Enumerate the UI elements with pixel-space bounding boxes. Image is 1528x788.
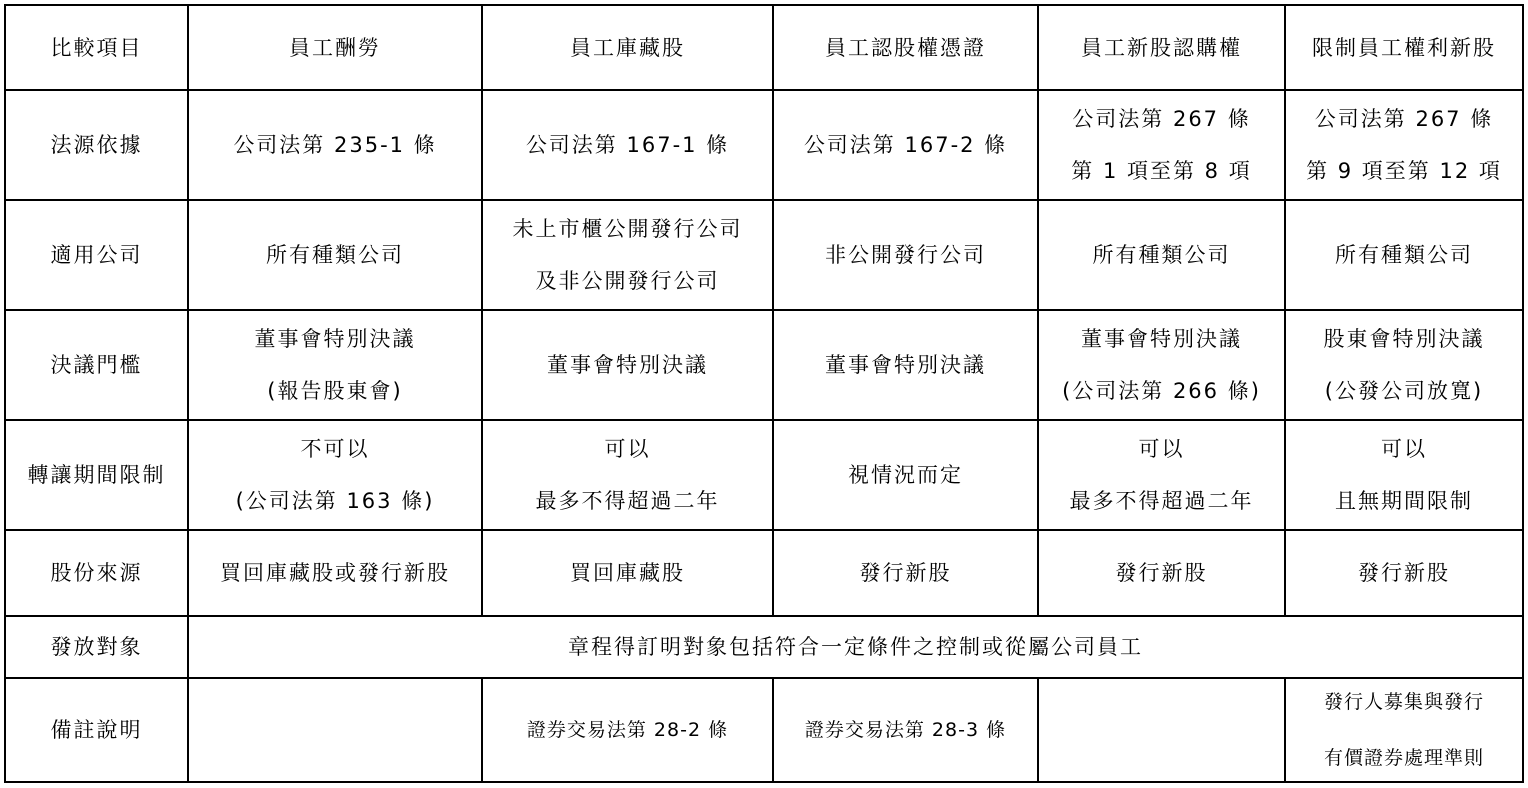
header-cell-compare-item: 比較項目 [5, 5, 188, 90]
table-cell: 證券交易法第 28-2 條 [482, 678, 773, 782]
merged-cell-recipients: 章程得訂明對象包括符合一定條件之控制或從屬公司員工 [188, 616, 1523, 678]
table-cell: 可以 且無期間限制 [1285, 420, 1523, 530]
table-cell: 買回庫藏股或發行新股 [188, 530, 482, 616]
table-row-transfer-restriction [5, 420, 1523, 530]
table-cell: 不可以 (公司法第 163 條) [188, 420, 482, 530]
table-cell: 董事會特別決議 (公司法第 266 條) [1038, 310, 1285, 420]
table-row-notes [5, 678, 1523, 782]
table-cell: 發行人募集與發行 有價證券處理準則 [1285, 678, 1523, 782]
comparison-table [4, 4, 1524, 783]
table-cell-empty [1038, 678, 1285, 782]
header-cell-restricted-stock: 限制員工權利新股 [1285, 5, 1523, 90]
table-cell: 發行新股 [1285, 530, 1523, 616]
header-cell-employee-compensation: 員工酬勞 [188, 5, 482, 90]
table-cell: 股東會特別決議 (公發公司放寬) [1285, 310, 1523, 420]
table-cell: 董事會特別決議 [773, 310, 1038, 420]
table-cell: 發行新股 [1038, 530, 1285, 616]
table-header-row [5, 5, 1523, 90]
row-label: 法源依據 [5, 90, 188, 200]
table-cell: 可以 最多不得超過二年 [1038, 420, 1285, 530]
row-label: 股份來源 [5, 530, 188, 616]
table-cell: 公司法第 167-1 條 [482, 90, 773, 200]
table-cell: 證券交易法第 28-3 條 [773, 678, 1038, 782]
table-cell-empty [188, 678, 482, 782]
header-cell-new-share-subscription: 員工新股認購權 [1038, 5, 1285, 90]
table-row-recipients [5, 616, 1523, 678]
table-cell: 發行新股 [773, 530, 1038, 616]
row-label: 適用公司 [5, 200, 188, 310]
row-label: 發放對象 [5, 616, 188, 678]
table-cell: 可以 最多不得超過二年 [482, 420, 773, 530]
table-cell: 董事會特別決議 [482, 310, 773, 420]
row-label: 決議門檻 [5, 310, 188, 420]
table-cell: 公司法第 267 條 第 9 項至第 12 項 [1285, 90, 1523, 200]
table-cell: 公司法第 235-1 條 [188, 90, 482, 200]
table-cell: 買回庫藏股 [482, 530, 773, 616]
table-row-legal-basis [5, 90, 1523, 200]
table-cell: 所有種類公司 [1038, 200, 1285, 310]
table-cell: 非公開發行公司 [773, 200, 1038, 310]
header-cell-employee-treasury-stock: 員工庫藏股 [482, 5, 773, 90]
row-label: 備註說明 [5, 678, 188, 782]
table-cell: 公司法第 167-2 條 [773, 90, 1038, 200]
table-cell: 未上市櫃公開發行公司 及非公開發行公司 [482, 200, 773, 310]
table-cell: 董事會特別決議 (報告股東會) [188, 310, 482, 420]
table-cell: 所有種類公司 [1285, 200, 1523, 310]
header-cell-employee-stock-warrant: 員工認股權憑證 [773, 5, 1038, 90]
table-row-share-source [5, 530, 1523, 616]
table-row-applicable-companies [5, 200, 1523, 310]
table-cell: 視情況而定 [773, 420, 1038, 530]
table-cell: 公司法第 267 條 第 1 項至第 8 項 [1038, 90, 1285, 200]
row-label: 轉讓期間限制 [5, 420, 188, 530]
table-cell: 所有種類公司 [188, 200, 482, 310]
table-row-resolution-threshold [5, 310, 1523, 420]
